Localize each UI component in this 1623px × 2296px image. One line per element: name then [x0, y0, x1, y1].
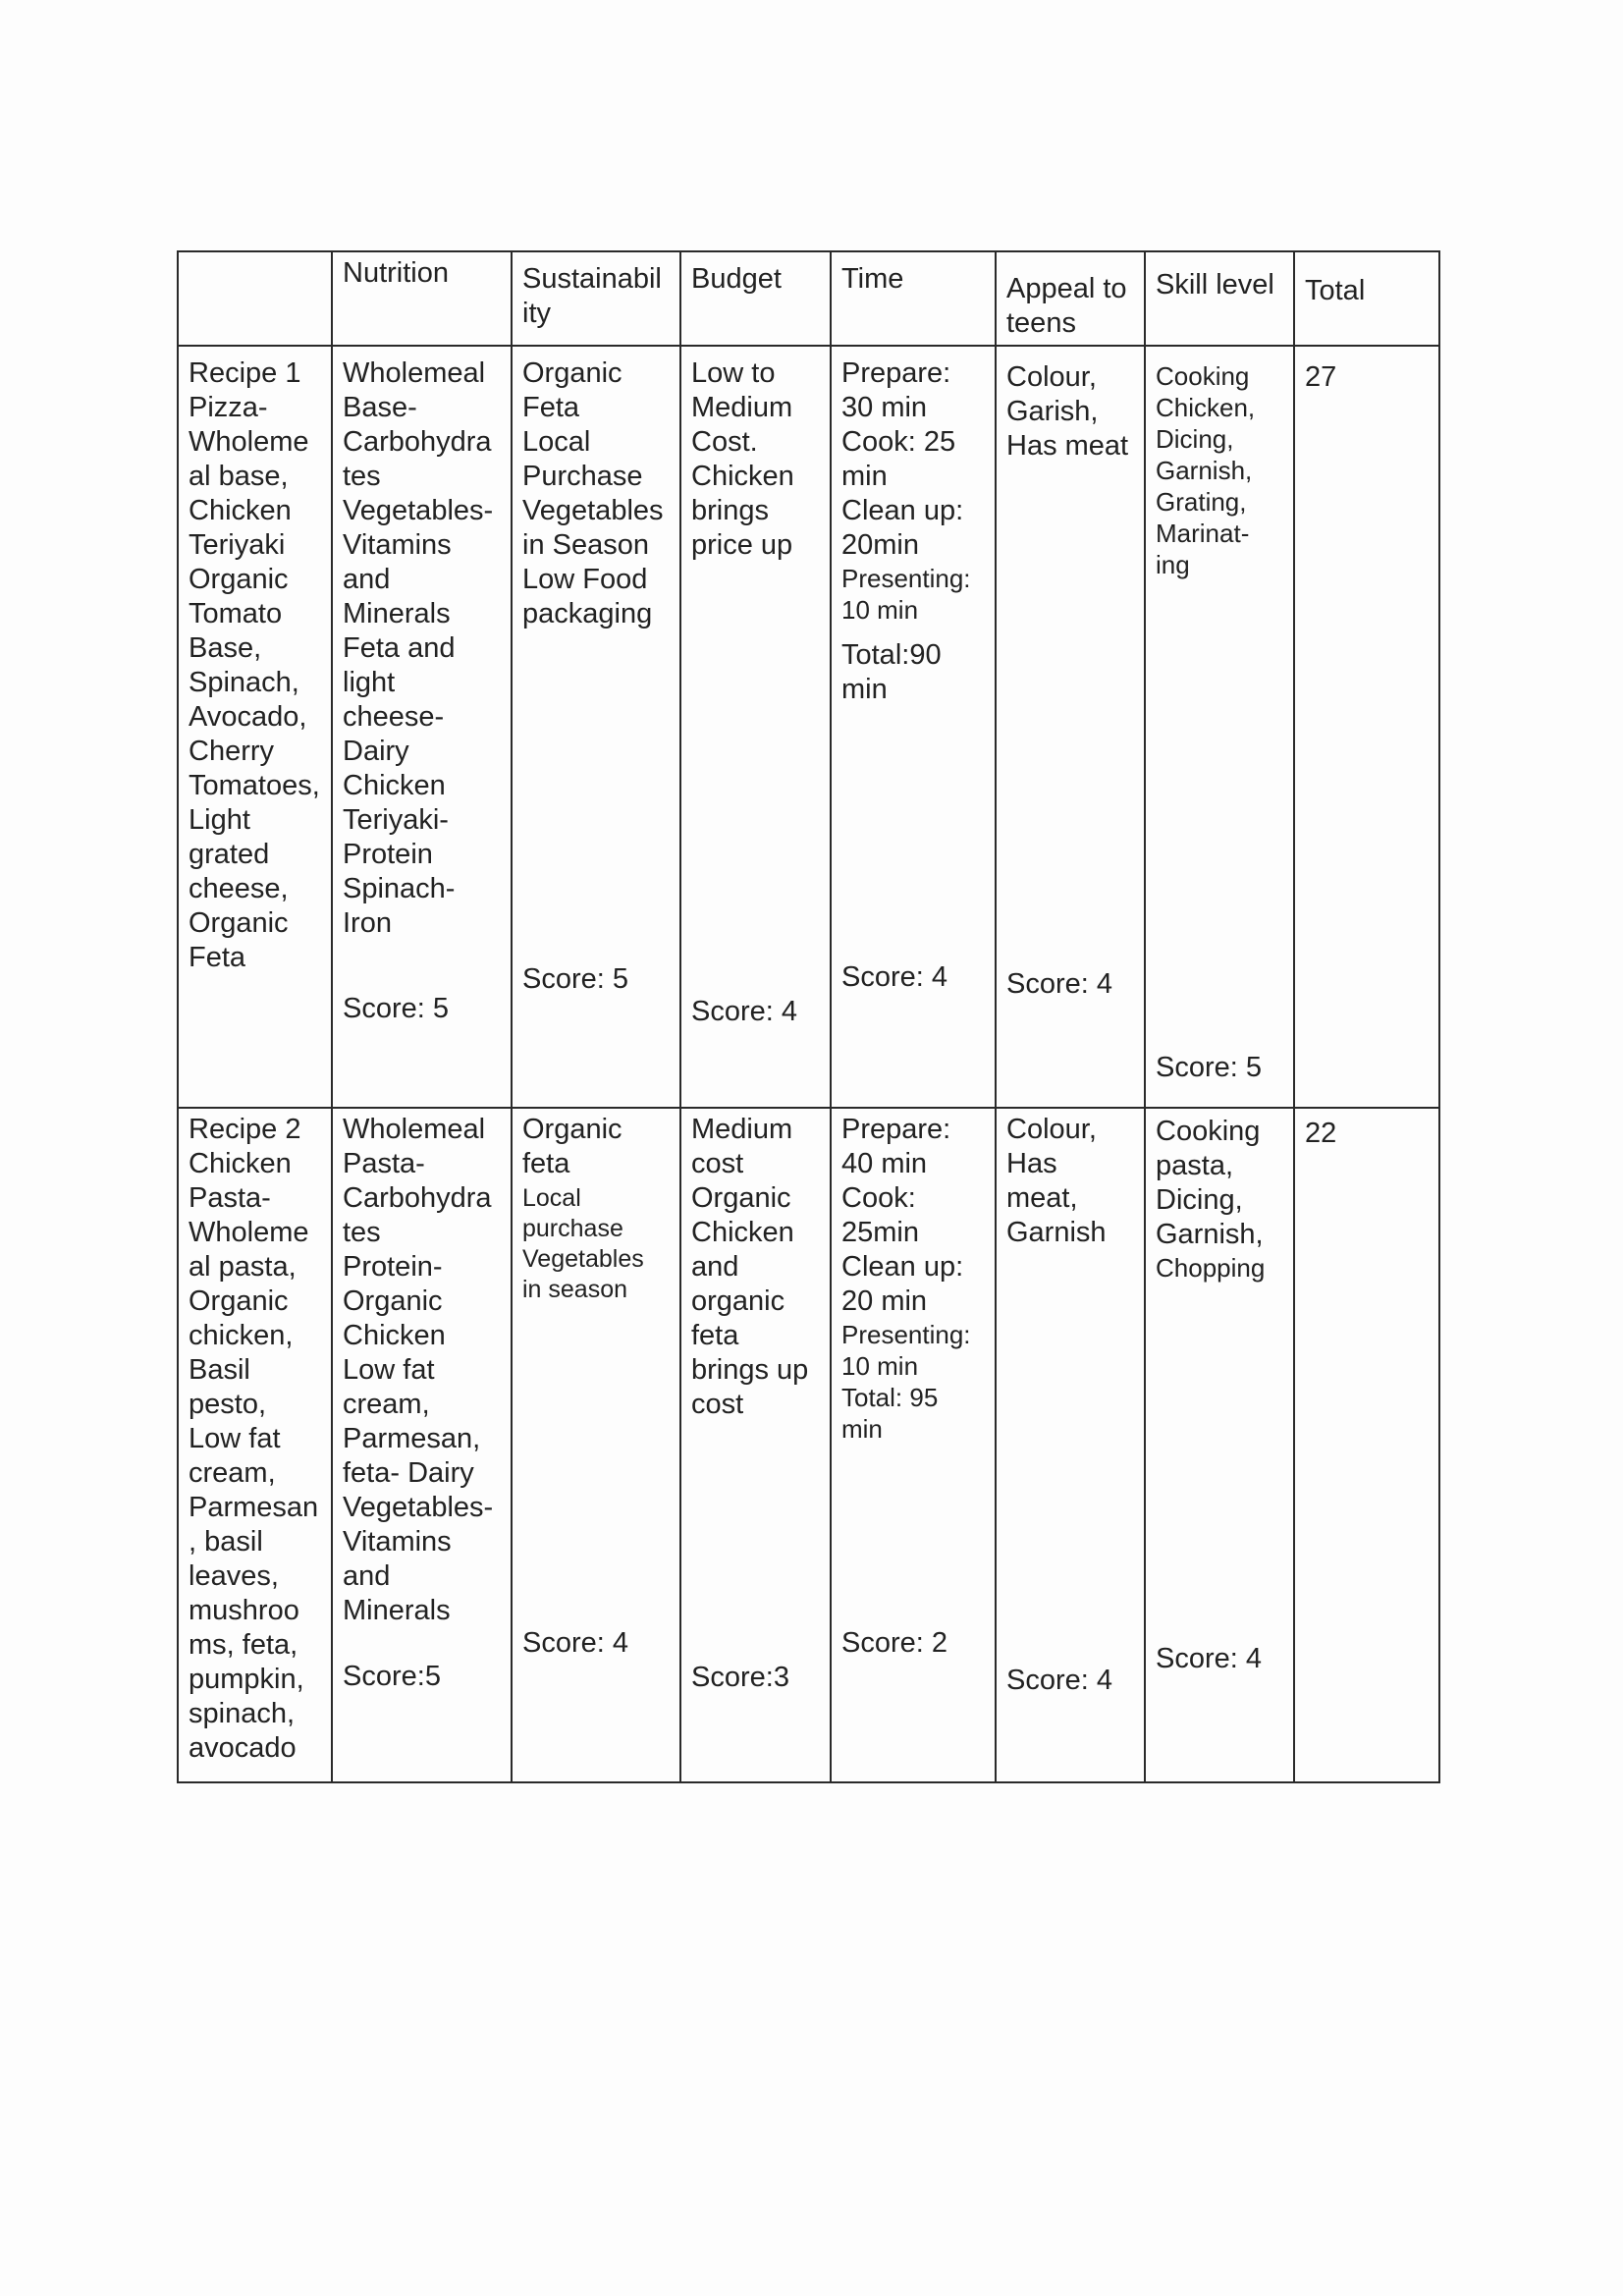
recipe-1-total: 27 — [1305, 361, 1337, 393]
recipe-1-total-cell — [1294, 346, 1439, 1108]
recipe-2-name-cell — [178, 1108, 332, 1782]
recipe-2-sustainability-cell — [512, 1108, 680, 1782]
recipe-1-time-cell — [831, 346, 996, 1108]
recipe-1-sustainability-cell — [512, 346, 680, 1108]
recipe-comparison-table — [177, 250, 1440, 1783]
header-time-label: Time — [841, 263, 904, 295]
header-row — [178, 251, 1439, 346]
header-total-label: Total — [1305, 275, 1366, 306]
recipe-1-nutrition-cell — [332, 346, 512, 1108]
recipe-2-appeal-cell — [996, 1108, 1145, 1782]
recipe-1-nutrition-score: Score: 5 — [343, 993, 449, 1024]
recipe-1-skill-cell — [1145, 346, 1294, 1108]
header-budget-label: Budget — [691, 263, 782, 295]
recipe-2-total: 22 — [1305, 1118, 1337, 1149]
recipe-2-skill-cell — [1145, 1108, 1294, 1782]
recipe-1-name: Recipe 1 Pizza- Wholeme al base, Chicken Teriyaki Organic Tomato Base, Spinach, Avocado, Cherry Tomatoes, Light grated cheese, Organic Feta — [189, 357, 320, 973]
recipe-2-nutrition-text: Wholemeal Pasta- Carbohydra tes Protein- Organic Chicken Low fat cream, Parmesan, feta- Dairy Vegetables- Vitamins and Minerals — [343, 1114, 494, 1626]
recipe-2-appeal-score: Score: 4 — [1006, 1665, 1112, 1696]
header-skill-label: Skill level — [1156, 269, 1274, 301]
header-sustainability-cell — [512, 251, 680, 346]
recipe-2-time-presenting: Presenting: 10 min — [841, 1320, 971, 1381]
recipe-2-time-total: Total: 95 min — [841, 1383, 939, 1444]
recipe-2-budget-text: Medium cost Organic Chicken and organic feta brings up cost — [691, 1114, 809, 1420]
recipe-1-budget-text: Low to Medium Cost. Chicken brings price up — [691, 357, 794, 561]
header-blank-cell — [178, 251, 332, 346]
recipe-1-budget-score: Score: 4 — [691, 996, 797, 1027]
recipe-1-skill-text: Cooking Chicken, Dicing, Garnish, Grating, Marinat- ing — [1156, 361, 1256, 579]
recipe-1-skill-score: Score: 5 — [1156, 1052, 1262, 1083]
recipe-1-appeal-text: Colour, Garish, Has meat — [1006, 361, 1129, 462]
recipe-2-skill-score: Score: 4 — [1156, 1643, 1262, 1674]
header-time-cell — [831, 251, 996, 346]
recipe-1-sustainability-text: Organic Feta Local Purchase Vegetables in Season Low Food packaging — [522, 357, 664, 629]
recipe-2-skill-chopping: Chopping — [1156, 1253, 1266, 1283]
header-appeal-cell — [996, 251, 1145, 346]
recipe-2-nutrition-score: Score:5 — [343, 1661, 441, 1692]
header-appeal-label: Appeal to teens — [1006, 273, 1127, 339]
recipe-2-time-cell — [831, 1108, 996, 1782]
recipe-2-nutrition-cell — [332, 1108, 512, 1782]
recipe-1-time-presenting: Presenting: 10 min — [841, 564, 971, 625]
recipe-1-time-total: Total:90 min — [841, 639, 942, 705]
recipe-2-row — [178, 1108, 1439, 1782]
recipe-1-budget-cell — [680, 346, 831, 1108]
recipe-2-sustainability-score: Score: 4 — [522, 1627, 628, 1659]
recipe-2-total-cell — [1294, 1108, 1439, 1782]
recipe-2-appeal-text: Colour, Has meat, Garnish — [1006, 1114, 1107, 1248]
header-nutrition-cell — [332, 251, 512, 346]
recipe-1-appeal-cell — [996, 346, 1145, 1108]
recipe-2-skill-text: Cooking pasta, Dicing, Garnish, — [1156, 1116, 1264, 1250]
header-sustainability-label: Sustainabil ity — [522, 263, 662, 329]
recipe-1-name-cell — [178, 346, 332, 1108]
recipe-1-sustainability-score: Score: 5 — [522, 963, 628, 995]
header-nutrition-label: Nutrition — [343, 257, 449, 289]
recipe-2-time-score: Score: 2 — [841, 1627, 947, 1659]
recipe-1-row — [178, 346, 1439, 1108]
recipe-2-sustainability-text: Local purchase Vegetables in season — [522, 1184, 644, 1303]
recipe-2-budget-score: Score:3 — [691, 1662, 789, 1693]
recipe-2-budget-cell — [680, 1108, 831, 1782]
recipe-1-time-text: Prepare: 30 min Cook: 25 min Clean up: 20min — [841, 357, 964, 561]
header-budget-cell — [680, 251, 831, 346]
header-total-cell — [1294, 251, 1439, 346]
recipe-1-nutrition-text: Wholemeal Base- Carbohydra tes Vegetables- Vitamins and Minerals Feta and light cheese- Dairy Chicken Teriyaki- Protein Spinach- Iron — [343, 357, 494, 939]
recipe-2-name: Recipe 2 Chicken Pasta- Wholeme al pasta, Organic chicken, Basil pesto, Low fat cream, Parmesan , basil leaves, mushroo ms, feta, pumpkin, spinach, avocado — [189, 1114, 319, 1764]
recipe-2-time-text: Prepare: 40 min Cook: 25min Clean up: 20 min — [841, 1114, 964, 1317]
header-skill-cell — [1145, 251, 1294, 346]
recipe-1-time-score: Score: 4 — [841, 961, 947, 993]
recipe-1-appeal-score: Score: 4 — [1006, 968, 1112, 1000]
recipe-2-sustainability-head: Organic feta — [522, 1114, 622, 1179]
